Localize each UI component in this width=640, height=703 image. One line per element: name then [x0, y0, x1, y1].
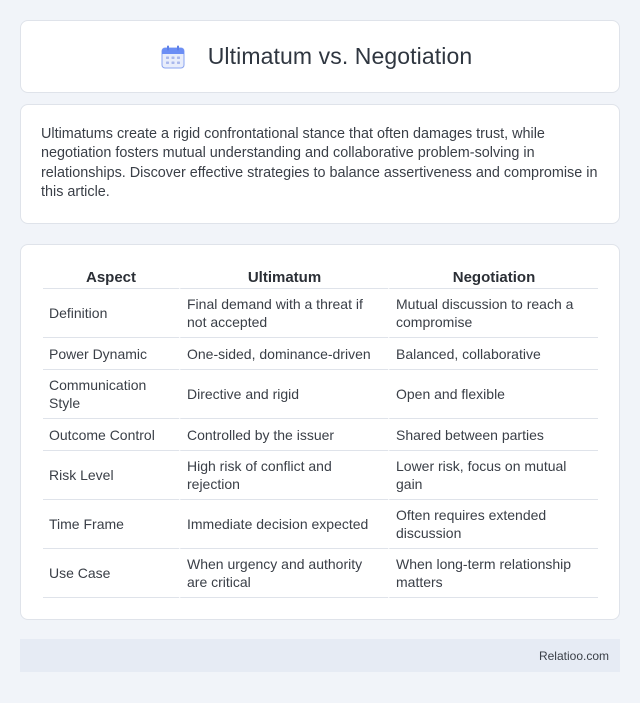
cell-ultimatum: Final demand with a threat if not accepted [179, 289, 388, 338]
cell-negotiation: Balanced, collaborative [388, 338, 598, 370]
title-wrap [168, 43, 473, 70]
table-row [43, 549, 598, 598]
table-row [43, 419, 598, 451]
cell-ultimatum: High risk of conflict and rejection [179, 451, 388, 500]
cell-aspect: Use Case [43, 549, 179, 598]
intro-card [20, 104, 620, 224]
cell-negotiation: Shared between parties [388, 419, 598, 451]
table-row [43, 289, 598, 338]
cell-ultimatum: Directive and rigid [179, 370, 388, 419]
cell-ultimatum: Controlled by the issuer [179, 419, 388, 451]
header-aspect: Aspect [43, 266, 179, 289]
cell-ultimatum: One-sided, dominance-driven [179, 338, 388, 370]
cell-negotiation: Mutual discussion to reach a compromise [388, 289, 598, 338]
comparison-table [43, 266, 598, 598]
page-title: Ultimatum vs. Negotiation [207, 43, 473, 69]
footer-site-link[interactable]: Relatioo.com [538, 648, 609, 663]
cell-negotiation: Open and flexible [388, 370, 598, 419]
cell-aspect: Outcome Control [43, 419, 179, 451]
table-row [43, 451, 598, 500]
cell-aspect: Power Dynamic [43, 338, 179, 370]
cell-negotiation: Often requires extended discussion [388, 500, 598, 549]
table-row [43, 370, 598, 419]
table-header-row [43, 266, 598, 289]
cell-aspect: Definition [43, 289, 179, 338]
header-negotiation: Negotiation [388, 266, 598, 289]
intro-paragraph: Ultimatums create a rigid confrontational stance that often damages trust, while negotiation fosters mutual understanding and collaborative problem-solving in relationships. Discover effective strategies to balance assertiveness and compromise in this article. [41, 126, 598, 201]
cell-negotiation: Lower risk, focus on mutual gain [388, 451, 598, 500]
cell-ultimatum: Immediate decision expected [179, 500, 388, 549]
cell-negotiation: When long-term relationship matters [388, 549, 598, 598]
cell-ultimatum: When urgency and authority are critical [179, 549, 388, 598]
cell-aspect: Time Frame [43, 500, 179, 549]
header-card [20, 20, 620, 93]
cell-aspect: Risk Level [43, 451, 179, 500]
calendar-icon [160, 44, 186, 70]
cell-aspect: Communication Style [43, 370, 179, 419]
comparison-table-card [20, 244, 620, 620]
footer-bar [20, 639, 620, 672]
table-row [43, 338, 598, 370]
table-row [43, 500, 598, 549]
header-ultimatum: Ultimatum [179, 266, 388, 289]
